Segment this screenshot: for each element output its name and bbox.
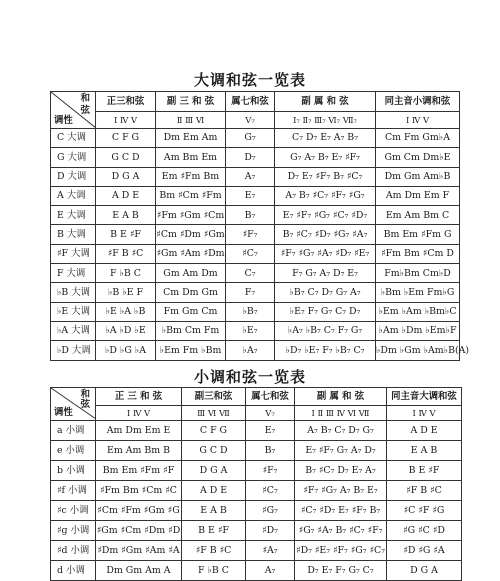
dominant-seventh-cell: ♯A₇ (246, 541, 295, 561)
key-cell: b 小调 (51, 461, 96, 481)
primary-triads-cell: B E ♯F (96, 225, 156, 244)
secondary-dominants-cell: B₇ ♯C₇ D₇ E₇ A₇ (295, 461, 387, 481)
primary-triads-cell: G C D (96, 148, 156, 167)
secondary-dominants-cell: C₇ D₇ E₇ A₇ B₇ (275, 129, 376, 148)
table-row (51, 244, 460, 263)
parallel-key-chords-cell: D G A (387, 561, 462, 581)
table-row (51, 521, 462, 541)
key-cell: G 大调 (51, 148, 96, 167)
primary-triads-cell: ♯Fm Bm ♯Cm ♯C (96, 481, 182, 501)
column-group-header: 属七和弦 (246, 388, 295, 406)
key-cell: ♭B 大调 (51, 283, 96, 302)
secondary-dominants-cell: A₇ B₇ C₇ D₇ G₇ (295, 421, 387, 441)
secondary-triads-cell: ♭Em Fm ♭Bm (156, 341, 226, 360)
column-group-header: 正三和弦 (96, 92, 156, 112)
primary-triads-cell: C F G (96, 129, 156, 148)
key-cell: A 大调 (51, 186, 96, 205)
primary-triads-cell: Dm Gm Am A (96, 561, 182, 581)
corner-label-key: 调性 (54, 114, 73, 126)
corner-label-key: 调性 (54, 406, 73, 418)
secondary-dominants-cell: G₇ A₇ B₇ E₇ ♯F₇ (275, 148, 376, 167)
column-group-header: 副 三 和 弦 (156, 92, 226, 112)
parallel-key-chords-cell: ♭Bm ♭Em Fm♭G (376, 283, 460, 302)
primary-triads-cell: Am Dm Em E (96, 421, 182, 441)
primary-triads-cell: ♯Gm ♯Cm ♯Dm ♯D (96, 521, 182, 541)
table-row (51, 441, 462, 461)
primary-triads-cell: ♯F B ♯C (96, 244, 156, 263)
key-cell: e 小调 (51, 441, 96, 461)
table-row (51, 321, 460, 340)
dominant-seventh-cell: G₇ (226, 129, 275, 148)
secondary-triads-cell: G C D (182, 441, 246, 461)
secondary-dominants-cell: ♭D₇ ♭E₇ F₇ ♭B₇ C₇ (275, 341, 376, 360)
key-cell: E 大调 (51, 206, 96, 225)
roman-numeral-header: Ⅰ₇ Ⅱ₇ Ⅲ₇ Ⅵ₇ Ⅶ₇ (275, 112, 376, 129)
parallel-key-chords-cell: ♯D ♯G ♯A (387, 541, 462, 561)
secondary-dominants-cell: B₇ ♯C₇ ♯D₇ ♯G₇ ♯A₇ (275, 225, 376, 244)
secondary-triads-cell: A D E (182, 481, 246, 501)
key-cell: ♯F 大调 (51, 244, 96, 263)
dominant-seventh-cell: A₇ (226, 167, 275, 186)
secondary-dominants-cell: E₇ ♯F₇ G₇ A₇ D₇ (295, 441, 387, 461)
primary-triads-cell: E A B (96, 206, 156, 225)
parallel-key-chords-cell: ♯F B ♯C (387, 481, 462, 501)
key-cell: ♯d 小调 (51, 541, 96, 561)
corner-label-mid: 弦 (80, 105, 90, 116)
secondary-triads-cell: ♯Cm ♯Dm ♯Gm (156, 225, 226, 244)
parallel-key-chords-cell: E A B (387, 441, 462, 461)
table-row (51, 561, 462, 581)
parallel-key-chords-cell: ♭Dm ♭Gm ♭Am♭B(A) (376, 341, 460, 360)
roman-numeral-header: Ⅴ₇ (246, 406, 295, 421)
primary-triads-cell: ♯Dm ♯Gm ♯Am ♯A (96, 541, 182, 561)
key-cell: ♭E 大调 (51, 302, 96, 321)
secondary-triads-cell: Fm Gm Cm (156, 302, 226, 321)
secondary-dominants-cell: ♯D₇ ♯E₇ ♯F₇ ♯G₇ ♯C₇ (295, 541, 387, 561)
corner-label-mid: 弦 (80, 399, 90, 410)
dominant-seventh-cell: ♭B₇ (226, 302, 275, 321)
primary-triads-cell: Bm Em ♯Fm ♯F (96, 461, 182, 481)
secondary-triads-cell: Gm Am Dm (156, 264, 226, 283)
column-group-header: 属七和弦 (226, 92, 275, 112)
table-row (51, 341, 460, 360)
key-cell: ♯c 小调 (51, 501, 96, 521)
parallel-key-chords-cell: Fm♭Bm Cm♭D (376, 264, 460, 283)
primary-triads-cell: ♭E ♭A ♭B (96, 302, 156, 321)
key-cell: ♭A 大调 (51, 321, 96, 340)
column-group-header: 副 属 和 弦 (275, 92, 376, 112)
dominant-seventh-cell: B₇ (226, 206, 275, 225)
dominant-seventh-cell: ♭E₇ (226, 321, 275, 340)
major-chord-table (50, 91, 470, 361)
secondary-triads-cell: F ♭B C (182, 561, 246, 581)
dominant-seventh-cell: B₇ (246, 441, 295, 461)
dominant-seventh-cell: ♯D₇ (246, 521, 295, 541)
column-group-header: 副三和弦 (182, 388, 246, 406)
corner-header (51, 388, 96, 421)
dominant-seventh-cell: ♭A₇ (226, 341, 275, 360)
secondary-triads-cell: Bm ♯Cm ♯Fm (156, 186, 226, 205)
dominant-seventh-cell: D₇ (226, 148, 275, 167)
key-cell: ♯g 小调 (51, 521, 96, 541)
dominant-seventh-cell: E₇ (246, 421, 295, 441)
secondary-triads-cell: ♯Gm ♯Am ♯Dm (156, 244, 226, 263)
roman-numeral-header: Ⅱ Ⅲ Ⅵ (156, 112, 226, 129)
secondary-dominants-cell: A₇ B₇ ♯C₇ ♯F₇ ♯G₇ (275, 186, 376, 205)
parallel-key-chords-cell: Am Dm Em F (376, 186, 460, 205)
secondary-triads-cell: ♭Bm Cm Fm (156, 321, 226, 340)
parallel-key-chords-cell: Bm Em ♯Fm G (376, 225, 460, 244)
secondary-triads-cell: Am Bm Em (156, 148, 226, 167)
primary-triads-cell: ♭B ♭E F (96, 283, 156, 302)
corner-header (51, 92, 96, 129)
secondary-triads-cell: E A B (182, 501, 246, 521)
secondary-triads-cell: D G A (182, 461, 246, 481)
column-group-header: 副 属 和 弦 (295, 388, 387, 406)
parallel-key-chords-cell: B E ♯F (387, 461, 462, 481)
primary-triads-cell: ♭A ♭D ♭E (96, 321, 156, 340)
secondary-triads-cell: Dm Em Am (156, 129, 226, 148)
secondary-dominants-cell: ♭A₇ ♭B₇ C₇ F₇ G₇ (275, 321, 376, 340)
secondary-triads-cell: ♯Fm ♯Gm ♯Cm (156, 206, 226, 225)
roman-numeral-header: Ⅰ Ⅳ Ⅴ (96, 112, 156, 129)
primary-triads-cell: Em Am Bm B (96, 441, 182, 461)
secondary-dominants-cell: ♯F₇ ♯G₇ A₇ B₇ E₇ (295, 481, 387, 501)
table-row (51, 302, 460, 321)
dominant-seventh-cell: ♯C₇ (246, 481, 295, 501)
secondary-triads-cell: Em ♯Fm Bm (156, 167, 226, 186)
dominant-seventh-cell: ♯F₇ (226, 225, 275, 244)
table-row (51, 481, 462, 501)
parallel-key-chords-cell: A D E (387, 421, 462, 441)
primary-triads-cell: F ♭B C (96, 264, 156, 283)
key-cell: a 小调 (51, 421, 96, 441)
minor-table-title: 小调和弦一览表 (193, 368, 306, 386)
corner-label-top: 和 (80, 93, 90, 104)
table-row (51, 461, 462, 481)
key-cell: C 大调 (51, 129, 96, 148)
table-row (51, 421, 462, 441)
table-row (51, 225, 460, 244)
roman-numeral-header: Ⅰ Ⅳ Ⅴ (96, 406, 182, 421)
table-row (51, 264, 460, 283)
dominant-seventh-cell: F₇ (226, 283, 275, 302)
secondary-triads-cell: ♯F B ♯C (182, 541, 246, 561)
primary-triads-cell: ♭D ♭G ♭A (96, 341, 156, 360)
secondary-dominants-cell: ♯C₇ ♯D₇ E₇ ♯F₇ B₇ (295, 501, 387, 521)
key-cell: ♭D 大调 (51, 341, 96, 360)
key-cell: B 大调 (51, 225, 96, 244)
dominant-seventh-cell: E₇ (226, 186, 275, 205)
secondary-dominants-cell: D₇ E₇ F₇ G₇ C₇ (295, 561, 387, 581)
roman-numeral-header: Ⅴ₇ (226, 112, 275, 129)
secondary-dominants-cell: ♭B₇ C₇ D₇ G₇ A₇ (275, 283, 376, 302)
table-row (51, 206, 460, 225)
table-row (51, 186, 460, 205)
table-row (51, 283, 460, 302)
minor-chord-table (50, 387, 462, 581)
parallel-key-chords-cell: ♭Em ♭Am ♭Bm♭C (376, 302, 460, 321)
table-row (51, 167, 460, 186)
column-group-header: 正 三 和 弦 (96, 388, 182, 406)
secondary-dominants-cell: D₇ E₇ ♯F₇ B₇ ♯C₇ (275, 167, 376, 186)
parallel-key-chords-cell: ♯Fm Bm ♯Cm D (376, 244, 460, 263)
table-row (51, 148, 460, 167)
secondary-triads-cell: Cm Dm Gm (156, 283, 226, 302)
table-row (51, 129, 460, 148)
key-cell: ♯f 小调 (51, 481, 96, 501)
secondary-dominants-cell: ♯G₇ ♯A₇ B₇ ♯C₇ ♯F₇ (295, 521, 387, 541)
parallel-key-chords-cell: ♭Am ♭Dm ♭Em♭F (376, 321, 460, 340)
dominant-seventh-cell: ♯C₇ (226, 244, 275, 263)
secondary-triads-cell: C F G (182, 421, 246, 441)
key-cell: d 小调 (51, 561, 96, 581)
secondary-dominants-cell: ♭E₇ F₇ G₇ C₇ D₇ (275, 302, 376, 321)
secondary-dominants-cell: E₇ ♯F₇ ♯G₇ ♯C₇ ♯D₇ (275, 206, 376, 225)
column-group-header: 同主音小调和弦 (376, 92, 460, 112)
table-row (51, 541, 462, 561)
roman-numeral-header: Ⅰ Ⅳ Ⅴ (387, 406, 462, 421)
secondary-dominants-cell: F₇ G₇ A₇ D₇ E₇ (275, 264, 376, 283)
roman-numeral-header: Ⅰ Ⅳ Ⅴ (376, 112, 460, 129)
roman-numeral-header: Ⅰ Ⅱ Ⅲ Ⅳ Ⅵ Ⅶ (295, 406, 387, 421)
column-group-header: 同主音大调和弦 (387, 388, 462, 406)
parallel-key-chords-cell: ♯C ♯F ♯G (387, 501, 462, 521)
secondary-triads-cell: B E ♯F (182, 521, 246, 541)
parallel-key-chords-cell: Em Am Bm C (376, 206, 460, 225)
primary-triads-cell: A D E (96, 186, 156, 205)
parallel-key-chords-cell: ♯G ♯C ♯D (387, 521, 462, 541)
dominant-seventh-cell: ♯F₇ (246, 461, 295, 481)
parallel-key-chords-cell: Gm Cm Dm♭E (376, 148, 460, 167)
key-cell: F 大调 (51, 264, 96, 283)
parallel-key-chords-cell: Cm Fm Gm♭A (376, 129, 460, 148)
primary-triads-cell: D G A (96, 167, 156, 186)
dominant-seventh-cell: A₇ (246, 561, 295, 581)
parallel-key-chords-cell: Dm Gm Am♭B (376, 167, 460, 186)
dominant-seventh-cell: C₇ (226, 264, 275, 283)
key-cell: D 大调 (51, 167, 96, 186)
table-row (51, 501, 462, 521)
corner-label-top: 和 (80, 389, 90, 400)
roman-numeral-header: Ⅲ Ⅵ Ⅶ (182, 406, 246, 421)
secondary-dominants-cell: ♯F₇ ♯G₇ ♯A₇ ♯D₇ ♯E₇ (275, 244, 376, 263)
dominant-seventh-cell: ♯G₇ (246, 501, 295, 521)
primary-triads-cell: ♯Cm ♯Fm ♯Gm ♯G (96, 501, 182, 521)
major-table-title: 大调和弦一览表 (193, 71, 306, 89)
